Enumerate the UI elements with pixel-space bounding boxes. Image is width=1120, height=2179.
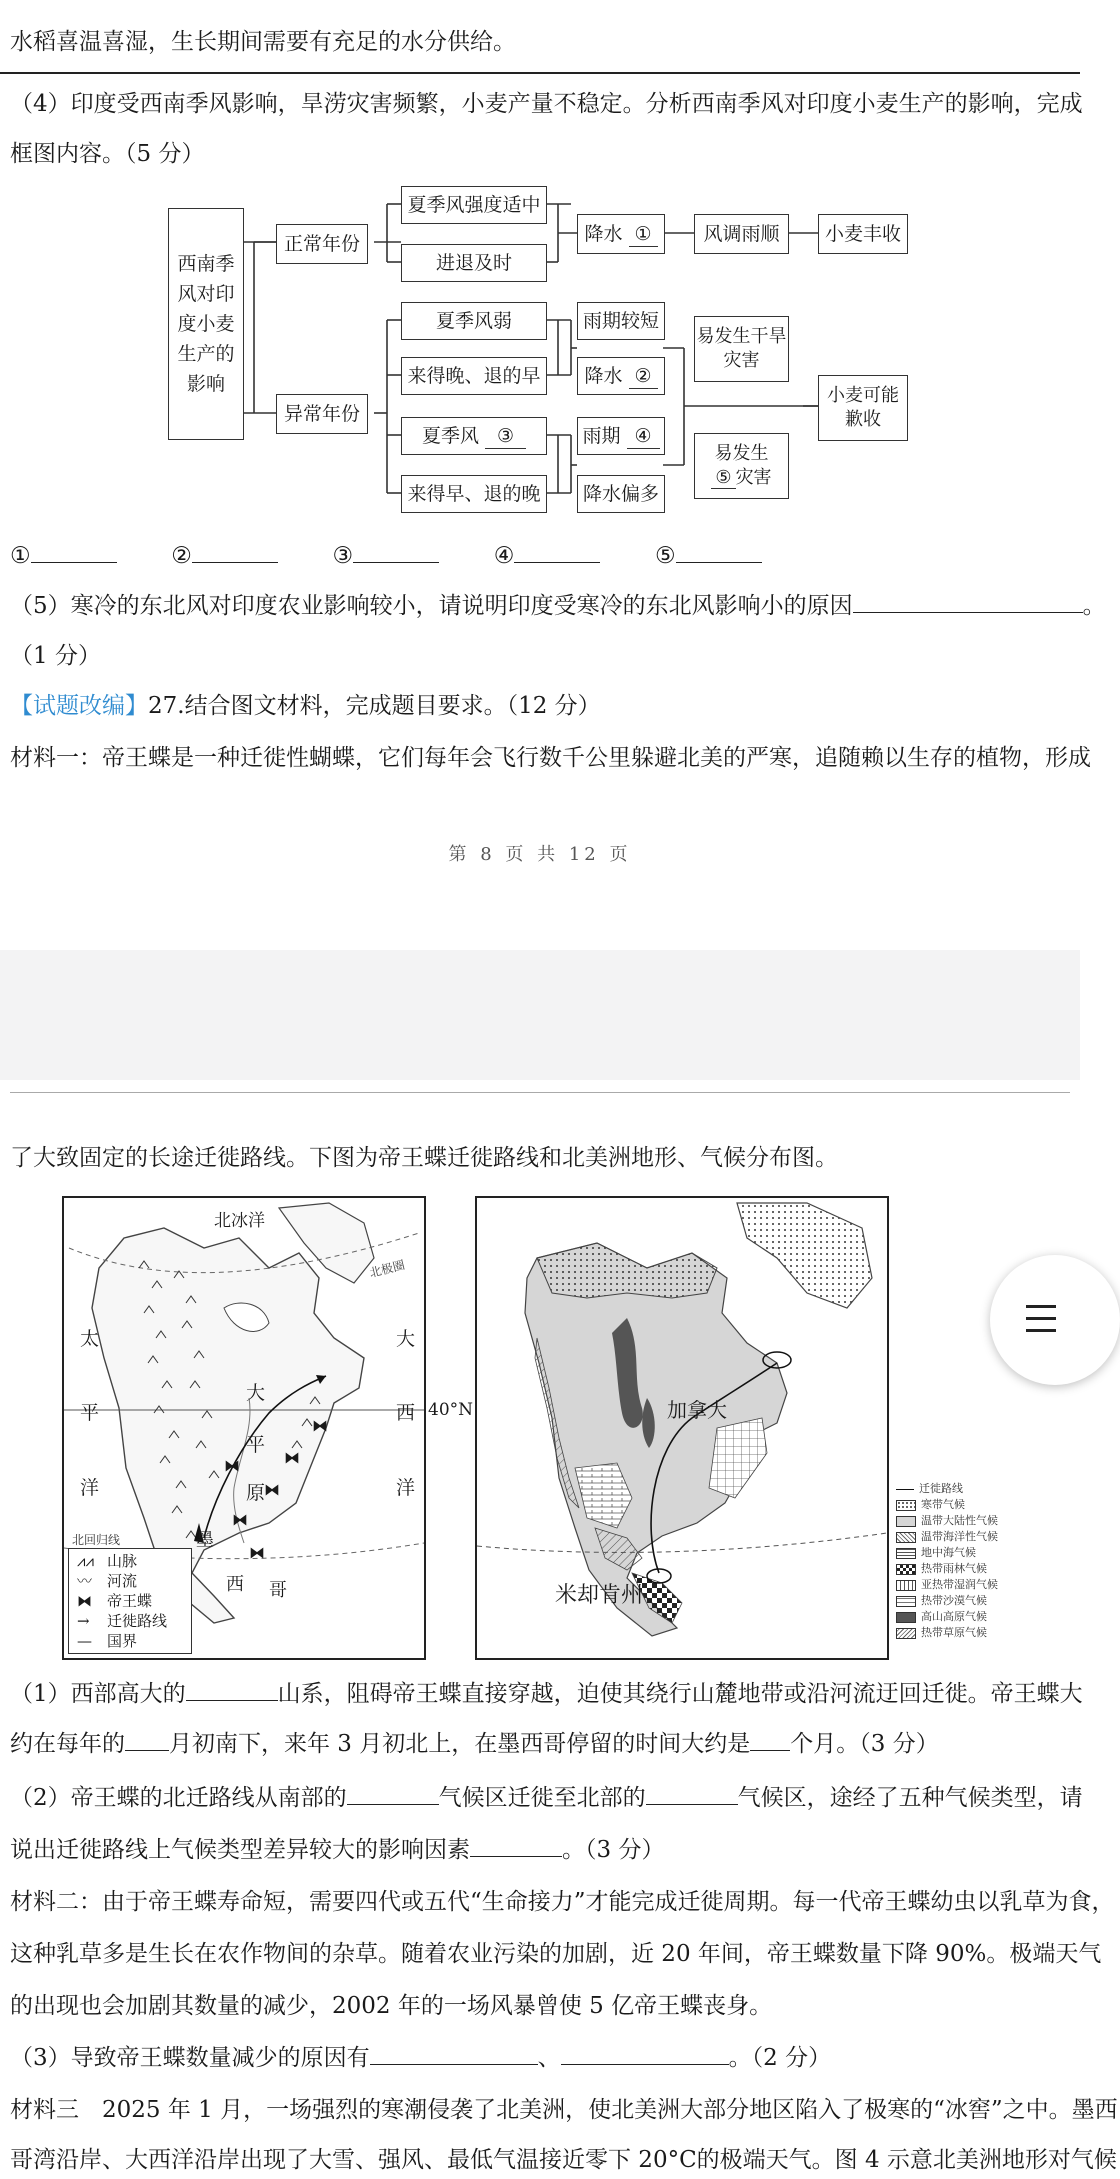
q5-line2: （1 分）	[10, 643, 101, 669]
monarch-butterfly-icon: ⧓	[284, 1448, 300, 1467]
q3-c: 。（2 分）	[728, 2045, 832, 2071]
q5-end: 。	[1082, 593, 1106, 619]
q1-blank-1[interactable]	[186, 1678, 278, 1701]
floating-menu-button[interactable]	[990, 1255, 1120, 1385]
q1-blank-3[interactable]	[750, 1728, 790, 1751]
legend-swatch	[896, 1500, 916, 1511]
fc-a2	[401, 357, 547, 395]
map-left-mexico-3: 哥	[269, 1580, 287, 1601]
legend-swatch	[896, 1548, 916, 1559]
legend-med	[896, 1544, 976, 1560]
butterfly-icon: ⧓	[77, 1592, 92, 1610]
legend-savanna-text: 热带草原气候	[921, 1626, 987, 1639]
fc-root	[168, 208, 244, 440]
q1-c: 约在每年的	[10, 1731, 125, 1757]
material2-line2: 这种乳草多是生长在农作物间的杂草。随着农业污染的加剧，近 20 年间，帝王蝶数量下降 90%。极端天气	[10, 1941, 1102, 1967]
fc-a2-label: 来得晚、退的早	[407, 365, 541, 387]
fc-a3	[401, 417, 547, 455]
legend-rainforest	[896, 1560, 987, 1576]
answer-2-blank[interactable]	[192, 540, 278, 563]
q2-b: 气候区迁徙至北部的	[438, 1785, 646, 1811]
map-left-pacific-1: 太	[80, 1328, 100, 1350]
legend-swatch	[896, 1580, 916, 1591]
legend-temp-cont-text: 温带大陆性气候	[921, 1514, 998, 1527]
q5-blank[interactable]	[853, 590, 1083, 613]
q27-tag: 【试题改编】	[10, 693, 148, 719]
fc-b3	[577, 417, 665, 455]
fc-normal-label: 正常年份	[283, 233, 360, 255]
map-left-mexico-2: 西	[226, 1574, 244, 1595]
material1-line1: 材料一：帝王蝶是一种迁徙性蝴蝶，它们每年会飞行数千公里躲避北美的严寒，追随赖以生存的植物，形成	[10, 745, 1091, 771]
fc-normal	[276, 224, 368, 264]
legend-swatch	[896, 1596, 916, 1607]
map-left-mexico-1: 墨	[196, 1530, 214, 1551]
q2-line1	[10, 1782, 1083, 1814]
monarch-butterfly-icon: ⧓	[312, 1416, 328, 1435]
fc-b4-label: 降水偏多	[582, 483, 659, 505]
river-icon: 〰	[77, 1572, 93, 1590]
answer-3-label: ③	[332, 543, 354, 569]
fc-rain-normal	[577, 214, 665, 254]
fc-n2-label: 进退及时	[435, 252, 512, 274]
fc-abnormal-label: 异常年份	[283, 403, 360, 425]
legend-route-label: 迁徙路线	[107, 1612, 168, 1630]
map-left-legend	[68, 1548, 192, 1654]
page-top-rule	[10, 1092, 1070, 1093]
fc-n1	[401, 186, 547, 224]
fc-a1-label: 夏季风弱	[435, 310, 512, 332]
q2-line2	[10, 1834, 1070, 1866]
fc-blank-3: ③	[485, 424, 526, 449]
legend-route	[896, 1480, 963, 1496]
fc-a3-label: 夏季风	[421, 425, 479, 447]
answer-2-label: ②	[171, 543, 192, 569]
fc-rain-label: 降水	[584, 223, 623, 245]
legend-swatch	[896, 1489, 914, 1490]
menu-icon	[1026, 1317, 1056, 1320]
map-right-canada: 加拿大	[667, 1398, 727, 1422]
flowchart	[0, 180, 1080, 525]
map-left-plain-2: 平	[246, 1434, 266, 1456]
legend-swatch	[896, 1612, 916, 1623]
legend-temp-cont	[896, 1512, 998, 1528]
mountain-icon: ⩘⩘	[77, 1552, 94, 1570]
q3-b: 、	[537, 2045, 561, 2071]
fc-blank-4: ④	[627, 424, 660, 449]
map-right	[475, 1196, 889, 1660]
fc-a4-label: 来得早、退的晚	[407, 483, 541, 505]
fc-b1-label: 雨期较短	[582, 310, 659, 332]
fc-abnormal	[276, 394, 368, 434]
page-gap	[0, 950, 1080, 1080]
fc-c1-label: 易发生干旱灾害	[696, 326, 787, 371]
legend-row-border	[77, 1631, 191, 1651]
flowchart-connectors	[0, 180, 1080, 525]
q1-line1	[10, 1678, 1083, 1710]
q2-d: 说出迁徙路线上气候类型差异较大的影响因素	[10, 1837, 470, 1863]
fc-n2	[401, 244, 547, 282]
fc-c1	[694, 316, 789, 382]
border-line-icon: —	[77, 1632, 92, 1650]
lat-40n-label: 40°N	[428, 1400, 474, 1420]
map-left-plain-1: 大	[246, 1382, 266, 1404]
q1-a: （1）西部高大的	[10, 1681, 186, 1707]
map-left-tropic: 北回归线	[72, 1533, 121, 1547]
menu-icon	[1026, 1305, 1056, 1308]
answer-5-blank[interactable]	[676, 540, 762, 563]
answer-2	[171, 543, 278, 569]
q1-d: 月初南下，来年 3 月初北上，在墨西哥停留的时间大约是	[169, 1731, 751, 1757]
monarch-butterfly-icon: ⧓	[232, 1510, 248, 1529]
legend-rainforest-text: 热带雨林气候	[921, 1562, 987, 1575]
map-left-atlantic-3: 洋	[396, 1477, 416, 1499]
monarch-butterfly-icon: ⧓	[249, 1543, 265, 1562]
fc-b4	[577, 475, 665, 513]
fc-result-label: 风调雨顺	[703, 223, 780, 245]
q2-e: 。（3 分）	[562, 1837, 665, 1863]
legend-swatch	[896, 1532, 916, 1543]
material2-line3: 的出现也会加剧其数量的减少，2002 年的一场风暴曾使 5 亿帝王蝶丧身。	[10, 1993, 773, 2019]
fc-blank-2: ②	[629, 364, 658, 389]
q1-blank-2[interactable]	[125, 1728, 169, 1751]
q27-line	[10, 690, 1070, 722]
answer-5-label: ⑤	[655, 543, 676, 569]
legend-temp-ocean-text: 温带海洋性气候	[921, 1530, 998, 1543]
q1-e: 个月。（3 分）	[790, 1731, 939, 1757]
fc-a4	[401, 475, 547, 513]
q3-a: （3）导致帝王蝶数量减少的原因有	[10, 2045, 370, 2071]
legend-savanna	[896, 1624, 987, 1640]
answer-4-label: ④	[493, 543, 515, 569]
monarch-butterfly-icon: ⧓	[224, 1456, 240, 1475]
map-left-plain-3: 原	[246, 1482, 266, 1504]
q4-line2: 框图内容。（5 分）	[10, 141, 205, 167]
material3-line2: 哥湾沿岸、大西洋沿岸出现了大雪、强风、最低气温接近零下 20°C的极端天气。图 4 示意北美洲地形对气候	[10, 2147, 1117, 2173]
q5-line1	[10, 590, 1106, 622]
q2-a: （2）帝王蝶的北迁路线从南部的	[10, 1785, 347, 1811]
legend-cold	[896, 1496, 965, 1512]
q2-blank-2[interactable]	[646, 1782, 738, 1805]
q1-b: 山系，阻碍帝王蝶直接穿越，迫使其绕行山麓地带或沿河流迂回迁徙。帝王蝶大	[277, 1681, 1083, 1707]
answer-4	[494, 543, 601, 569]
q3-blank-1[interactable]	[370, 2042, 538, 2065]
legend-swatch	[896, 1516, 916, 1527]
map-left-arctic: 北冰洋	[214, 1211, 265, 1231]
fc-root-label: 西南季风对印度小麦生产的影响	[177, 253, 235, 395]
material1-line2: 了大致固定的长途迁徙路线。下图为帝王蝶迁徙路线和北美洲地形、气候分布图。	[10, 1145, 838, 1171]
fc-b2-label: 降水	[584, 365, 623, 387]
legend-subtrop-text: 亚热带湿润气候	[921, 1578, 998, 1591]
answer-1	[10, 543, 117, 569]
legend-row-mountain	[77, 1551, 191, 1571]
fc-c2	[694, 433, 789, 499]
answer-1-blank[interactable]	[31, 540, 117, 563]
map-left-atlantic-1: 大	[396, 1328, 416, 1350]
map-right-drawing	[477, 1198, 887, 1658]
legend-mountain-label: 山脉	[107, 1552, 138, 1570]
legend-row-river	[77, 1571, 191, 1591]
legend-butterfly-label: 帝王蝶	[107, 1592, 153, 1610]
fc-final-label: 小麦丰收	[824, 223, 901, 245]
legend-desert	[896, 1592, 987, 1608]
material3-line1: 材料三 2025 年 1 月，一场强烈的寒潮侵袭了北美洲，使北美洲大部分地区陷入了极寒的“冰窖”之中。墨西	[10, 2097, 1118, 2123]
legend-highland	[896, 1608, 987, 1624]
fc-d1-label: 小麦可能歉收	[827, 385, 899, 430]
legend-route-text: 迁徙路线	[919, 1482, 963, 1495]
answer-1-label: ①	[10, 543, 31, 569]
fc-d1	[818, 375, 908, 441]
legend-swatch	[896, 1564, 916, 1575]
fc-n1-label: 夏季风强度适中	[407, 194, 541, 216]
legend-border-label: 国界	[107, 1632, 138, 1650]
map-right-legend	[896, 1480, 1046, 1650]
fc-b1	[577, 302, 665, 340]
map-left-pacific-3: 洋	[80, 1477, 100, 1499]
q5-text: （5）寒冷的东北风对印度农业影响较小，请说明印度受寒冷的东北风影响小的原因	[10, 593, 853, 619]
legend-med-text: 地中海气候	[921, 1546, 976, 1559]
q2-blank-3[interactable]	[470, 1834, 562, 1857]
q27-text: 27.结合图文材料，完成题目要求。（12 分）	[148, 693, 601, 719]
answer-4-blank[interactable]	[514, 540, 600, 563]
q3-blank-2[interactable]	[561, 2042, 729, 2065]
answer-row	[10, 540, 762, 572]
map-left-arctic-circle: 北极圈	[367, 1257, 407, 1281]
fc-b2	[577, 357, 665, 395]
q2-blank-1[interactable]	[347, 1782, 439, 1805]
legend-temp-ocean	[896, 1528, 998, 1544]
answer-3	[333, 543, 440, 569]
q1-line2	[10, 1728, 1070, 1760]
fc-final	[818, 214, 908, 254]
legend-river-label: 河流	[107, 1572, 138, 1590]
fc-result	[694, 214, 789, 254]
answer-5	[655, 543, 762, 569]
map-right-michoacan: 米却肯州	[555, 1583, 644, 1608]
map-left	[62, 1196, 426, 1660]
legend-row-butterfly	[77, 1591, 191, 1611]
fc-c2-pre: 易发生	[714, 443, 769, 464]
legend-highland-text: 高山高原气候	[921, 1610, 987, 1623]
q3-line	[10, 2042, 1070, 2074]
page-number: 第 8 页 共 12 页	[448, 844, 632, 865]
q2-c: 气候区，途经了五种气候类型，请	[737, 1785, 1083, 1811]
fc-b3-label: 雨期	[582, 425, 621, 447]
legend-subtrop	[896, 1576, 998, 1592]
legend-cold-text: 寒带气候	[921, 1498, 965, 1511]
legend-swatch	[896, 1628, 916, 1639]
legend-row-route	[77, 1611, 191, 1631]
menu-icon	[1026, 1329, 1056, 1332]
top-text: 水稻喜温喜湿，生长期间需要有充足的水分供给。	[10, 29, 516, 55]
monarch-butterfly-icon: ⧓	[264, 1480, 280, 1499]
fc-a1	[401, 302, 547, 340]
q4-line1: （4）印度受西南季风影响，旱涝灾害频繁，小麦产量不稳定。分析西南季风对印度小麦生产的影响，完成	[10, 91, 1083, 117]
material2-line1: 材料二：由于帝王蝶寿命短，需要四代或五代“生命接力”才能完成迁徙周期。每一代帝王蝶幼虫以乳草为食，	[10, 1889, 1115, 1915]
map-left-pacific-2: 平	[80, 1402, 100, 1424]
fc-blank-5: ⑤	[711, 467, 735, 489]
map-left-atlantic-2: 西	[396, 1402, 416, 1424]
divider	[0, 72, 1080, 74]
arrow-icon: →	[77, 1612, 90, 1630]
answer-3-blank[interactable]	[353, 540, 439, 563]
fc-c2-post: 灾害	[735, 467, 772, 488]
fc-blank-1: ①	[629, 222, 658, 247]
legend-desert-text: 热带沙漠气候	[921, 1594, 987, 1607]
